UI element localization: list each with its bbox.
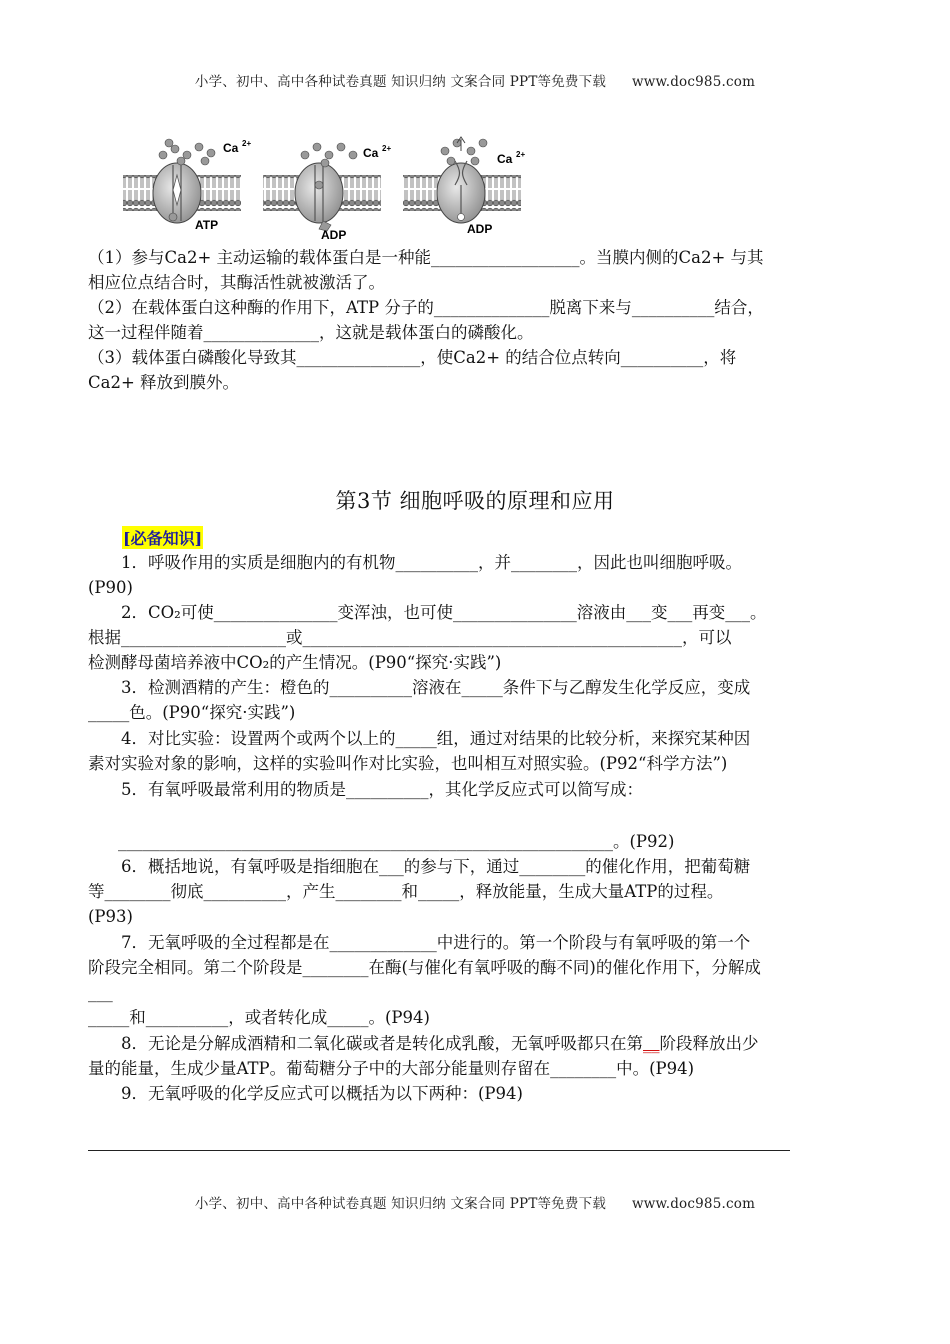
knowledge-2-line-2: 根据____________________或______________________________________________，可以 xyxy=(88,628,732,647)
footer-site: www.doc985.com xyxy=(632,1196,756,1212)
knowledge-5-formula xyxy=(118,829,866,854)
knowledge-7-line-2: 阶段完全相同。第二个阶段是________在酶(与催化有氧呼吸的酶不同)的催化作用下，分解成 xyxy=(88,958,761,977)
answer-rule xyxy=(88,1150,790,1151)
knowledge-5-line-2: ____________________________________________________________。(P92) xyxy=(118,832,675,851)
knowledge-9 xyxy=(88,1081,866,1106)
page-footer xyxy=(0,1192,950,1212)
knowledge-4-line-1: 4．对比实验：设置两个或两个以上的_____组，通过对结果的比较分析，来探究某种因 xyxy=(121,729,751,748)
knowledge-6-line-2: 等________彻底__________，产生________和_____，释放能量，生成大量ATP的过程。 xyxy=(88,882,724,901)
atp-label: ATP xyxy=(195,218,219,232)
knowledge-1-line-2: (P90) xyxy=(88,578,133,597)
knowledge-8-red-blank: __ xyxy=(643,1034,660,1053)
question-3-line-2: Ca2+ 释放到膜外。 xyxy=(88,373,240,392)
knowledge-6-line-3: (P93) xyxy=(88,907,133,926)
knowledge-7-line-1: 7．无氧呼吸的全过程都是在_____________中进行的。第一个阶段与有氧呼吸的第一个 xyxy=(121,933,751,952)
question-1-line-2: 相应位点结合时，其酶活性就被激活了。 xyxy=(88,273,385,292)
knowledge-4 xyxy=(88,726,866,776)
knowledge-7 xyxy=(88,930,866,1030)
knowledge-2-line-3: 检测酵母菌培养液中CO₂的产生情况。(P90“探究·实践”) xyxy=(88,653,502,672)
knowledge-3-line-2: _____色。(P90“探究·实践”) xyxy=(88,703,296,722)
header-site: www.doc985.com xyxy=(632,74,756,90)
calcium-pump-figure xyxy=(115,135,535,243)
ca-charge-1: 2+ xyxy=(242,139,252,148)
ca-label-3: Ca xyxy=(497,152,513,166)
knowledge-2-line-1: 2．CO₂可使_______________变浑浊，也可使_______________溶液由___变___再变___。 xyxy=(121,603,767,622)
knowledge-8-line-1a: 8．无论是分解成酒精和二氧化碳或者是转化成乳酸，无氧呼吸都只在第 xyxy=(121,1034,643,1053)
ca-charge-2: 2+ xyxy=(382,144,392,153)
knowledge-1 xyxy=(88,550,866,600)
knowledge-7-line-3: ___ xyxy=(88,983,113,1002)
ca-label-1: Ca xyxy=(223,141,239,155)
knowledge-9-line-1: 9．无氧呼吸的化学反应式可以概括为以下两种：(P94) xyxy=(121,1084,523,1103)
membrane-panel-3 xyxy=(403,137,525,236)
header-text: 小学、初中、高中各种试卷真题 知识归纳 文案合同 PPT等免费下载 xyxy=(194,74,607,90)
page-header xyxy=(0,70,950,90)
knowledge-1-line-1: 1．呼吸作用的实质是细胞内的有机物__________，并________，因此也叫细胞呼吸。 xyxy=(121,553,742,572)
question-1-line-1: （1）参与Ca2+ 主动运输的载体蛋白是一种能__________________。当膜内侧的Ca2+ 与其 xyxy=(88,248,764,267)
question-2-line-1: （2）在载体蛋白这种酶的作用下，ATP 分子的______________脱离下来与__________结合， xyxy=(88,298,764,317)
knowledge-3-line-1: 3．检测酒精的产生：橙色的__________溶液在_____条件下与乙醇发生化学反应，变成 xyxy=(121,678,751,697)
question-3-line-1: （3）载体蛋白磷酸化导致其_______________，使Ca2+ 的结合位点转向__________，将 xyxy=(88,348,737,367)
membrane-panel-1 xyxy=(123,139,251,232)
knowledge-8-line-1b: 阶段释放出少 xyxy=(659,1034,759,1053)
question-2 xyxy=(88,295,866,345)
question-3 xyxy=(88,345,866,395)
question-2-line-2: 这一过程伴随着______________，这就是载体蛋白的磷酸化。 xyxy=(88,323,534,342)
ca-charge-3: 2+ xyxy=(516,150,526,159)
knowledge-3 xyxy=(88,675,866,725)
adp-label-1: ADP xyxy=(321,228,347,242)
knowledge-4-line-2: 素对实验对象的影响，这样的实验叫作对比实验，也叫相互对照实验。(P92“科学方法”) xyxy=(88,754,728,773)
knowledge-6-line-1: 6．概括地说，有氧呼吸是指细胞在___的参与下，通过________的催化作用，把葡萄糖 xyxy=(121,857,751,876)
knowledge-5 xyxy=(88,777,866,802)
question-1 xyxy=(88,245,866,295)
knowledge-2 xyxy=(88,600,866,675)
footer-text: 小学、初中、高中各种试卷真题 知识归纳 文案合同 PPT等免费下载 xyxy=(194,1196,607,1212)
knowledge-7-line-4: _____和__________，或者转化成_____。(P94) xyxy=(88,1008,430,1027)
knowledge-8 xyxy=(88,1031,866,1081)
knowledge-8-line-1 xyxy=(88,1031,866,1056)
membrane-panel-2 xyxy=(263,143,391,242)
knowledge-8-line-2: 量的能量，生成少量ATP。葡萄糖分子中的大部分能量则存留在________中。(P94) xyxy=(88,1059,695,1078)
section-title: 第3节 细胞呼吸的原理和应用 xyxy=(335,489,615,513)
knowledge-6 xyxy=(88,854,866,929)
section-tag: [必备知识] xyxy=(122,526,203,549)
adp-label-2: ADP xyxy=(467,222,493,236)
ca-label-2: Ca xyxy=(363,146,379,160)
knowledge-5-line-1: 5．有氧呼吸最常利用的物质是__________，其化学反应式可以简写成： xyxy=(121,780,643,799)
